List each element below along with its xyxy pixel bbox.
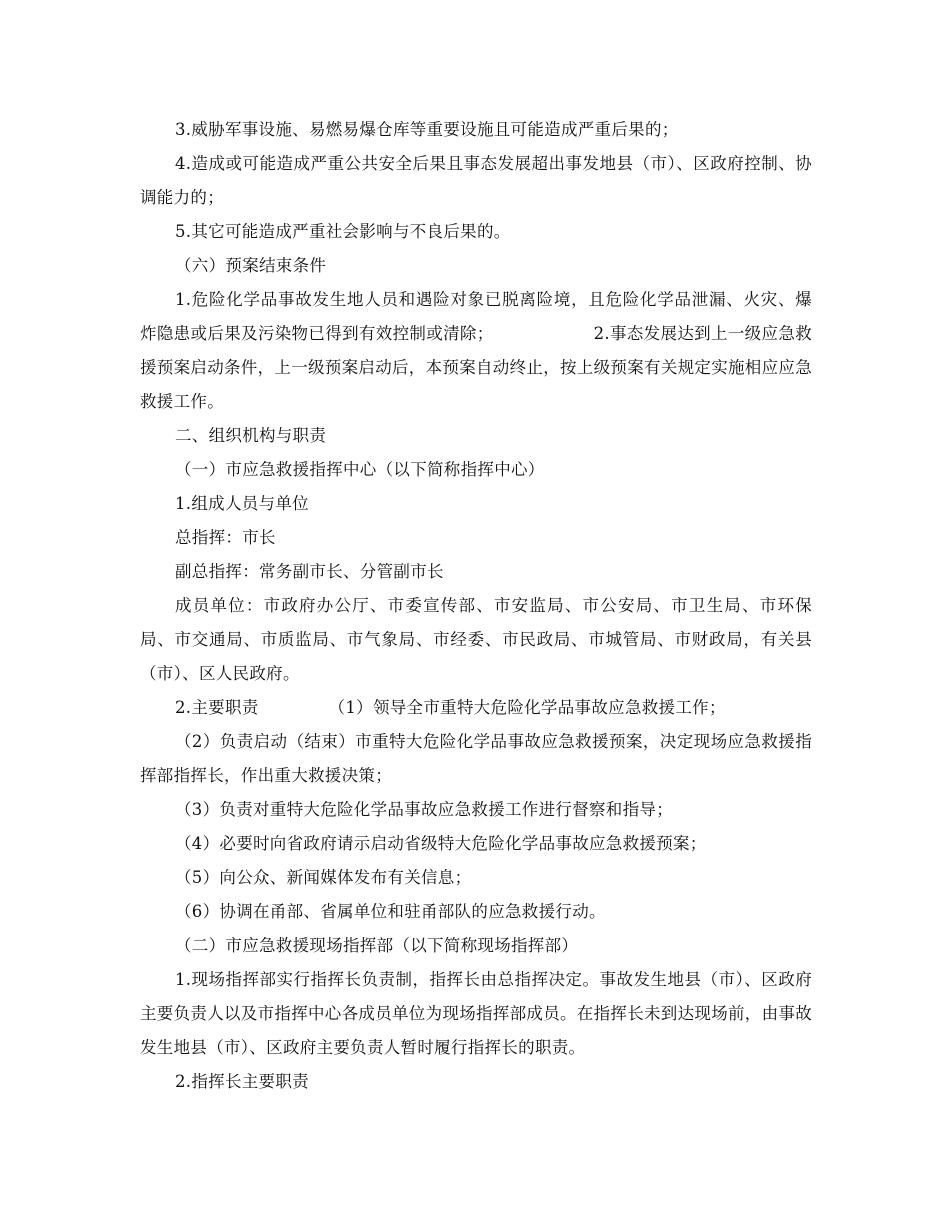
paragraph-field-command-1	[140, 963, 812, 1065]
text-line: （5）向公众、新闻媒体发布有关信息；	[175, 868, 472, 887]
text-line: 控制、协调能力的；	[140, 154, 812, 207]
text-line: 区政府主要负责人以及市指挥中心各成员单位为现场指挥部成员。在指挥长未到达	[140, 970, 812, 1023]
text-line: （3）负责对重特大危险化学品事故应急救援工作进行督察和指导；	[175, 800, 673, 819]
paragraph-field-command-2	[140, 1065, 812, 1099]
text-line: （6）协调在甬部、省属单位和驻甬部队的应急救援行动。	[175, 902, 606, 921]
paragraph-duty-2	[140, 725, 812, 793]
paragraph-main-duties	[140, 691, 812, 725]
text-line: 灾、爆炸隐患或后果及污染物已得到有效控制或清除；	[140, 290, 812, 343]
document-body	[140, 113, 812, 1099]
subsection-heading-field-command	[140, 929, 812, 963]
text-line: 环保局、市交通局、市质监局、市气象局、市经委、市民政局、市城管局、市财政	[140, 596, 812, 649]
text-line: （2）负责启动（结束）市重特大危险化学品事故应急救援预案，决定现场应	[175, 732, 745, 751]
paragraph-member-units	[140, 589, 812, 691]
text-line: （1）领导全市重特大危险化学品事故应急救援工作；	[328, 698, 726, 717]
paragraph-item-5	[140, 215, 812, 249]
paragraph-duty-6	[140, 895, 812, 929]
paragraph-deputy-commander	[140, 555, 812, 589]
text-line: （一）市应急救援指挥中心（以下简称指挥中心）	[175, 460, 545, 479]
paragraph-members-heading	[140, 487, 812, 521]
text-line: 成员单位：市政府办公厅、市委宣传部、市安监局、市公安局、市卫生局、市	[175, 596, 778, 615]
text-line: 4.造成或可能造成严重公共安全后果且事态发展超出事发地县（市）、区政府	[175, 154, 745, 173]
paragraph-commander	[140, 521, 812, 555]
text-line: 副总指挥：常务副市长、分管副市长	[175, 562, 444, 581]
text-line: 关规定实施相应应急救援工作。	[140, 358, 813, 411]
paragraph-duty-4	[140, 827, 812, 861]
paragraph-duty-3	[140, 793, 812, 827]
text-line: （六）预案结束条件	[175, 256, 327, 275]
text-line: （4）必要时向省政府请示启动省级特大危险化学品事故应急救援预案；	[175, 834, 707, 853]
text-line: 2.事态发展达到上	[593, 324, 728, 343]
section-heading-organization	[140, 419, 812, 453]
text-line: 1.现场指挥部实行指挥长负责制，指挥长由总指挥决定。事故发生地县（市）、	[175, 970, 762, 989]
text-line: 5.其它可能造成严重社会影响与不良后果的。	[175, 222, 511, 241]
paragraph-item-4	[140, 147, 812, 215]
paragraph-duty-5	[140, 861, 812, 895]
text-line: 二、组织机构与职责	[175, 426, 327, 445]
text-line: 急救援指挥部指挥长，作出重大救援决策；	[140, 732, 812, 785]
text-line: 2.主要职责	[175, 698, 259, 717]
text-line: 2.指挥长主要职责	[175, 1072, 309, 1091]
text-line: 现场前，由事故发生地县（市）、区政府主要负责人暂时履行指挥长的职责。	[140, 1004, 813, 1057]
subsection-heading-command-center	[140, 453, 812, 487]
text-line: 3.威胁军事设施、易燃易爆仓库等重要设施且可能造成严重后果的；	[175, 120, 679, 139]
paragraph-item-3	[140, 113, 812, 147]
text-line: 总指挥：市长	[175, 528, 276, 547]
section-heading-plan-end	[140, 249, 812, 283]
text-line: 1.组成人员与单位	[175, 494, 309, 513]
paragraph-end-conditions	[140, 283, 812, 419]
text-line: 局，有关县（市）、区人民政府。	[140, 630, 813, 683]
text-line: 一级应急救援预案启动条件，上一级预案启动后，本预案自动终止，按上级预案有	[140, 324, 812, 377]
text-line: 1.危险化学品事故发生地人员和遇险对象已脱离险境，且危险化学品泄漏、火	[175, 290, 761, 309]
text-line: （二）市应急救援现场指挥部（以下简称现场指挥部）	[175, 936, 579, 955]
